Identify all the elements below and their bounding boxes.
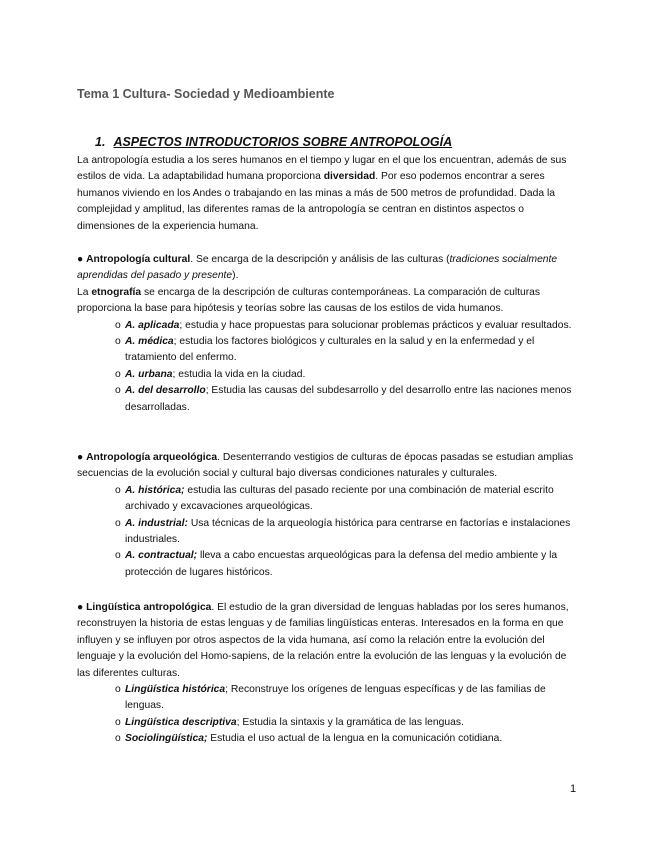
item-term: A. médica — [125, 336, 174, 348]
item-term: A. contractual; — [125, 550, 198, 562]
bullet-icon: ● — [77, 254, 84, 265]
list-item — [77, 483, 577, 516]
arqueologica-title: Antropología arqueológica — [86, 452, 218, 463]
list-item — [77, 383, 577, 416]
circle-bullet-icon: o — [115, 716, 121, 728]
etno-bold-term: etnografía — [91, 286, 142, 298]
section-heading-text: ASPECTOS INTRODUCTORIOS SOBRE ANTROPOLOGÍA — [113, 135, 453, 149]
item-separator: ; — [225, 684, 231, 696]
cultural-title: Antropología cultural — [86, 254, 191, 265]
circle-bullet-icon: o — [115, 684, 121, 696]
item-text: lleva a cabo encuestas arqueológicas para la defensa del medio ambiente y la protección de lugares históricos. — [125, 550, 558, 578]
item-separator: ; — [173, 336, 180, 348]
item-text: estudia y hace propuestas para solucionar problemas prácticos y evaluar resultados. — [185, 319, 572, 331]
item-term: Sociolingüística; — [125, 733, 208, 745]
circle-bullet-icon: o — [115, 368, 121, 380]
cultural-section — [77, 252, 577, 416]
item-text: Estudia el uso actual de la lengua en la comunicación cotidiana. — [210, 733, 503, 745]
list-item — [77, 682, 577, 715]
cultural-text-end: ). — [232, 270, 239, 282]
list-item — [77, 715, 577, 731]
cultural-italic: tradiciones socialmente aprendidas del pasado y presente — [77, 254, 558, 282]
item-text: Estudia la sintaxis y la gramática de las lenguas. — [242, 716, 464, 728]
item-term: A. del desarrollo — [125, 385, 206, 397]
linguistica-section — [77, 600, 577, 748]
etno-text-continued: se encarga de la descripción de culturas contemporáneas. La comparación de culturas proporciona la base para hipótesis y teorías sobre las causas de los estilos de vida humanos. — [77, 286, 541, 315]
arqueologica-section — [77, 450, 577, 581]
intro-text: La antropología estudia a los seres humanos en el tiempo y lugar en el que los encuentran, además de sus estilos de vida. La adaptabilidad humana proporciona — [77, 155, 567, 183]
linguistica-list — [77, 682, 577, 748]
list-item — [77, 318, 577, 334]
item-text: estudia las culturas del pasado reciente por una combinación de material escrito archivado y excavaciones arqueológicas. — [125, 484, 554, 513]
list-item — [77, 548, 577, 581]
item-term: A. aplicada — [125, 319, 180, 331]
bullet-icon: ● — [77, 452, 84, 463]
item-separator: ; — [236, 716, 243, 728]
circle-bullet-icon: o — [115, 550, 121, 562]
circle-bullet-icon: o — [115, 517, 121, 529]
item-term: A. histórica; — [125, 484, 185, 496]
item-text: estudia la vida en la ciudad. — [178, 368, 306, 380]
intro-bold-term: diversidad — [323, 171, 376, 183]
document-title: Tema 1 Cultura- Sociedad y Medioambiente — [77, 87, 335, 101]
list-item — [77, 367, 577, 383]
item-term: Lingüística descriptiva — [125, 716, 237, 728]
section-number: 1. — [95, 135, 106, 149]
list-item — [77, 516, 577, 549]
bullet-icon: ● — [77, 602, 84, 613]
item-text: Usa técnicas de la arqueología histórica para centrarse en factorías e instalaciones industriales. — [125, 517, 571, 546]
item-term: Lingüística histórica — [125, 684, 226, 696]
cultural-list — [77, 318, 577, 416]
intro-paragraph — [77, 153, 577, 235]
item-term: A. urbana — [125, 368, 173, 380]
intro-text-continued: . Por eso podemos encontrar a seres humanos viviendo en los Andes o trabajando en las minas a más de 500 metros de profundidad. Dada la complejidad y amplitud, las diferentes ramas de la antropología se centran en distintos aspectos o dimensiones de la experiencia humana. — [77, 171, 555, 232]
circle-bullet-icon: o — [115, 319, 121, 331]
circle-bullet-icon: o — [115, 484, 121, 496]
list-item — [77, 731, 577, 747]
linguistica-text: . El estudio de la gran diversidad de lenguas habladas por los seres humanos, reconstruyen la historia de estas lenguas y de familias lingüísticas enteras. Interesados en la forma en que influyen y se influyen por otros aspectos de la vida humana, así como la relación entre la evolución del lenguaje y la evolución del Homo-sapiens, de la relación entre la evolución de las lenguas y la evolución de las diferentes culturas. — [77, 602, 569, 679]
arqueologica-text: . Desenterrando vestigios de culturas de épocas pasadas se estudian amplias secuencias de la evolución social y cultural bajo diversas condiciones naturales y culturales. — [77, 452, 574, 480]
item-text: estudia los factores biológicos y culturales en la salud y en la enfermedad y el tratamiento del enfermo. — [125, 336, 535, 364]
section-heading — [95, 135, 452, 149]
item-text: Reconstruye los orígenes de lenguas específicas y de las familias de lenguas. — [125, 684, 546, 712]
etno-text: La — [77, 286, 92, 298]
page-number: 1 — [570, 783, 577, 795]
circle-bullet-icon: o — [115, 385, 121, 397]
item-separator: ; — [172, 368, 179, 380]
item-separator: ; — [179, 319, 186, 331]
arqueologica-list — [77, 483, 577, 581]
linguistica-title: Lingüística antropológica — [86, 602, 212, 613]
item-text: Estudia las causas del subdesarrollo y del desarrollo entre las naciones menos desarrolladas. — [125, 385, 572, 413]
item-term: A. industrial: — [125, 517, 188, 529]
item-separator: ; — [205, 385, 212, 397]
list-item — [77, 334, 577, 367]
cultural-text: . Se encarga de la descripción y análisis de las culturas ( — [190, 254, 450, 265]
circle-bullet-icon: o — [115, 336, 121, 348]
circle-bullet-icon: o — [115, 733, 121, 745]
